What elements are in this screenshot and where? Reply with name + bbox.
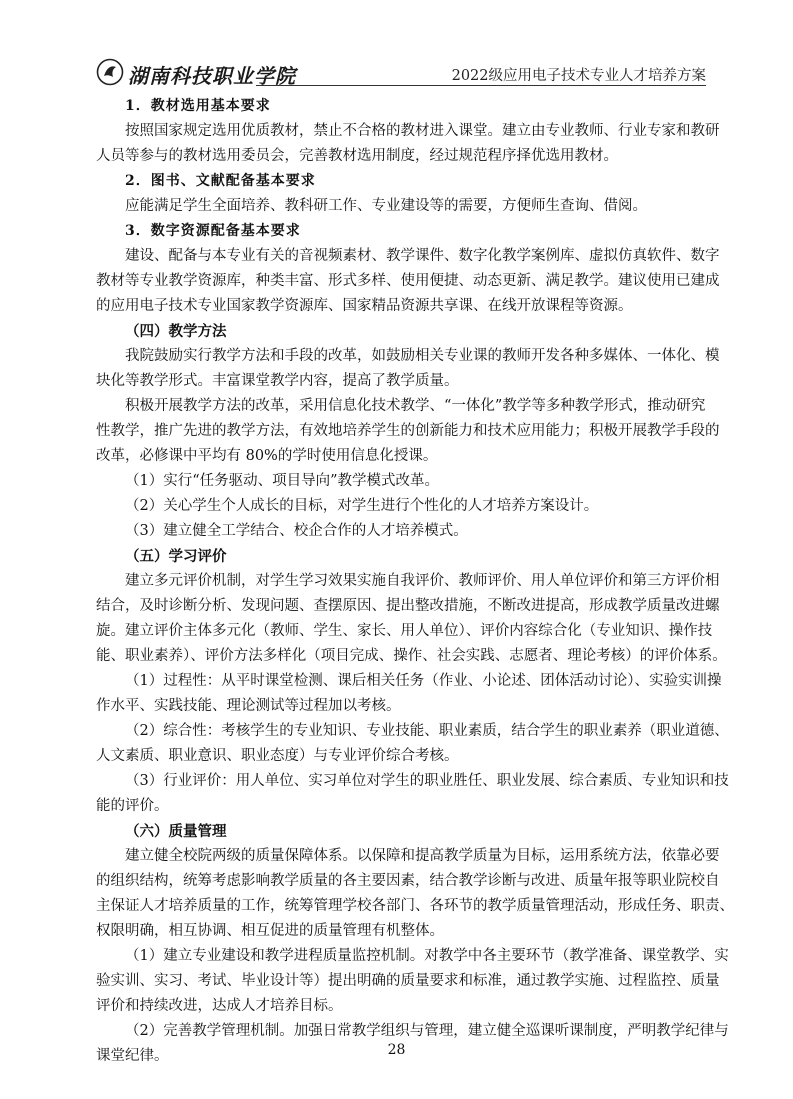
text-line: 能的评价。 xyxy=(96,798,169,814)
text-line: 人员等参与的教材选用委员会，完善教材选用制度，经过规范程序择优选用教材。 xyxy=(96,148,618,164)
page-body xyxy=(96,94,734,1069)
page-number: 28 xyxy=(387,1042,406,1058)
header-divider xyxy=(256,85,706,86)
text-line: 课堂纪律。 xyxy=(96,1048,169,1064)
text-line: 性教学，推广先进的教学方法，有效地培养学生的创新能力和技术应用能力；积极开展教学手段的 xyxy=(96,423,720,439)
section-heading: （六）质量管理 xyxy=(125,823,227,840)
text-line: 权限明确，相互协调、相互促进的质量管理有机整体。 xyxy=(96,923,444,939)
text-line: 旋。建立评价主体多元化（教师、学生、家长、用人单位）、评价内容综合化（专业知识、操作技 xyxy=(96,623,713,639)
text-line: （3）行业评价：用人单位、实习单位对学生的职业胜任、职业发展、综合素质、专业知识和技 xyxy=(125,773,729,789)
subsection-heading: 3．数字资源配备基本要求 xyxy=(125,223,301,239)
text-line: 建立健全校院两级的质量保障体系。以保障和提高教学质量为目标，运用系统方法，依靠必要 xyxy=(125,848,720,864)
text-line: 主保证人才培养质量的工作，统筹管理学校各部门、各环节的教学质量管理活动，形成任务、职责、 xyxy=(96,898,734,914)
college-logo-text: 湖南科技职业学院 xyxy=(128,64,296,88)
text-line: （1）建立专业建设和教学进程质量监控机制。对教学中各主要环节（教学准备、课堂教学、实 xyxy=(125,948,729,964)
text-line: 结合，及时诊断分析、发现问题、查摆原因、提出整改措施，不断改进提高，形成教学质量改进螺 xyxy=(96,598,720,614)
text-line: 建设、配备与本专业有关的音视频素材、教学课件、数字化教学案例库、虚拟仿真软件、数字 xyxy=(125,248,720,264)
text-line: 的应用电子技术专业国家教学资源库、国家精品资源共享课、在线开放课程等资源。 xyxy=(96,298,633,314)
text-line: 改革，必修课中平均有 80%的学时使用信息化授课。 xyxy=(96,448,438,464)
text-line: 评价和持续改进，达成人才培养目标。 xyxy=(96,998,343,1014)
text-line: 块化等教学形式。丰富课堂教学内容，提高了教学质量。 xyxy=(96,373,459,389)
text-line: 人文素质、职业意识、职业态度）与专业评价综合考核。 xyxy=(96,748,459,764)
section-heading: （四）教学方法 xyxy=(125,323,227,340)
text-line: 能、职业素养）、评价方法多样化（项目完成、操作、社会实践、志愿者、理论考核）的评价体系。 xyxy=(96,648,727,664)
text-line: 教材等专业教学资源库，种类丰富、形式多样、使用便捷、动态更新、满足教学。建议使用已建成 xyxy=(96,273,720,289)
text-line: 的组织结构，统筹考虑影响教学质量的各主要因素，结合教学诊断与改进、质量年报等职业院校自 xyxy=(96,873,720,889)
subsection-heading: 2．图书、文献配备基本要求 xyxy=(125,173,316,189)
text-line: （2）关心学生个人成长的目标，对学生进行个性化的人才培养方案设计。 xyxy=(125,498,599,514)
college-logo-icon xyxy=(96,58,124,86)
page-header xyxy=(96,58,706,88)
text-line: （1）实行“任务驱动、项目导向”教学模式改革。 xyxy=(125,473,440,489)
section-heading: （五）学习评价 xyxy=(125,548,227,565)
document-title: 2022级应用电子技术专业人才培养方案 xyxy=(451,68,706,84)
subsection-heading: 1．教材选用基本要求 xyxy=(125,98,271,114)
text-line: （1）过程性：从平时课堂检测、课后相关任务（作业、小论述、团体活动讨论）、实验实训操 xyxy=(125,673,722,689)
text-line: 按照国家规定选用优质教材，禁止不合格的教材进入课堂。建立由专业教师、行业专家和教研 xyxy=(125,123,720,139)
text-line: 应能满足学生全面培养、教科研工作、专业建设等的需要，方便师生查询、借阅。 xyxy=(125,198,647,214)
text-line: 积极开展教学方法的改革，采用信息化技术教学、“一体化”教学等多种教学形式，推动研究 xyxy=(125,398,706,414)
text-line: 作水平、实践技能、理论测试等过程加以考核。 xyxy=(96,698,401,714)
text-line: （2）综合性：考核学生的专业知识、专业技能、职业素质，结合学生的职业素养（职业道德、 xyxy=(125,723,729,739)
text-line: （2）完善教学管理机制。加强日常教学组织与管理，建立健全巡课听课制度，严明教学纪律与 xyxy=(125,1023,729,1039)
text-line: 我院鼓励实行教学方法和手段的改革，如鼓励相关专业课的教师开发各种多媒体、一体化、模 xyxy=(125,348,720,364)
text-line: 建立多元评价机制，对学生学习效果实施自我评价、教师评价、用人单位评价和第三方评价相 xyxy=(125,573,720,589)
text-line: 验实训、实习、考试、毕业设计等）提出明确的质量要求和标准，通过教学实施、过程监控、质量 xyxy=(96,973,720,989)
text-line: （3）建立健全工学结合、校企合作的人才培养模式。 xyxy=(125,523,468,539)
